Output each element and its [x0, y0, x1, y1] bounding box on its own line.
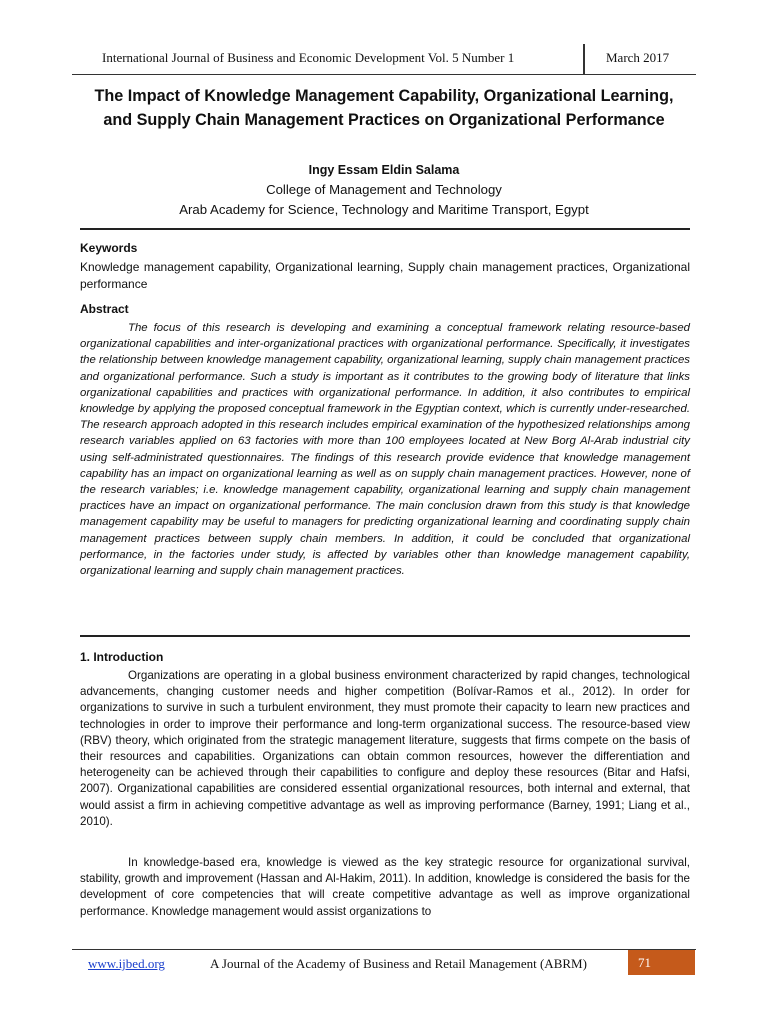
abstract-heading: Abstract: [80, 302, 129, 316]
page-number: 71: [638, 955, 651, 970]
header-date: March 2017: [606, 50, 670, 65]
affiliation-academy: Arab Academy for Science, Technology and Maritime Transport, Egypt: [179, 202, 589, 217]
introduction-heading: 1. Introduction: [80, 650, 164, 664]
header-divider: [583, 44, 585, 74]
keywords-text: Knowledge management capability, Organizational learning, Supply chain management practices, Organizational performance: [80, 260, 690, 291]
section-rule-top: [80, 228, 690, 230]
affiliation-college: College of Management and Technology: [266, 182, 502, 197]
introduction-paragraph-1: Organizations are operating in a global business environment characterized by rapid changes, technological advancements, changing customer needs and higher competition (Bolívar-Ramos et al., 2012). In order for organizations to survive in such a turbulent environment, they must promote their capacity to learn new practices and technologies in order to improve their performance and long-term organizational success. The resource-based view (RBV) theory, which originated from the strategic management literature, suggests that firms compete on the basis of their resources and capabilities. Organizations can obtain common resources, however the differentiation and heterogeneity can be achieved through their capabilities to configure and deploy these resources (Bitar and Hafsi, 2007). Organizational capabilities are considered essential organizational resources, both internal and external, that would assist a firm in achieving competitive advantage as well as improving performance (Barney, 1991; Liang et al., 2010).: [80, 669, 690, 828]
page-number-box: [628, 950, 695, 975]
keywords-heading: Keywords: [80, 241, 138, 255]
section-rule-bottom: [80, 635, 690, 637]
header-rule: [72, 74, 696, 75]
header-journal-name: International Journal of Business and Economic Development Vol. 5 Number 1: [102, 50, 515, 65]
footer-rule: [72, 949, 696, 950]
abstract-text: The focus of this research is developing and examining a conceptual framework relating resource-based organizational capabilities and inter-organizational practices with organizational performance. Specifically, it investigates the relationship between knowledge management capability, organizational learning, supply chain management practices and organizational performance. Such a study is important as it contributes to the growing body of literature that links organizational capabilities and practices with organizational performance. In addition, it also contributes to empirical knowledge by applying the proposed conceptual framework in the Egyptian context, which is currently under-researched. The research approach adopted in this research includes empirical examination of the hypothesized relationships among research variables applied on 63 factories with more than 100 employees located at New Borg Al-Arab industrial city using self-administrated questionnaires. The findings of this research provide evidence that knowledge management capability has an impact on organizational learning as well as on supply chain management practices. However, none of the research variables; i.e. knowledge management capability, organizational learning and supply chain management practices have an impact on organizational performance. The main conclusion drawn from this study is that knowledge management capability may be useful to managers for predicting organizational learning and coordinating supply chain management practices between supply chain members. In addition, it could be concluded that organizational performance, in the factories under study, is affected by variables other than knowledge management capability, organizational learning and supply chain management practices.: [80, 322, 690, 578]
introduction-paragraph-2: In knowledge-based era, knowledge is viewed as the key strategic resource for organizational survival, stability, growth and improvement (Hassan and Al-Hakim, 2011). In addition, knowledge is considered the basis for the development of core competencies that will create competitive advantage as well as improve organizational performance. Knowledge management would assist organizations to: [80, 856, 690, 918]
running-header: [72, 44, 696, 74]
paper-title: The Impact of Knowledge Management Capability, Organizational Learning, and Supply Chain Management Practices on Organizational Performance: [94, 87, 674, 129]
journal-website-link[interactable]: www.ijbed.org: [88, 956, 165, 971]
footer-publisher: A Journal of the Academy of Business and Retail Management (ABRM): [210, 956, 587, 971]
author-name: Ingy Essam Eldin Salama: [308, 163, 460, 177]
